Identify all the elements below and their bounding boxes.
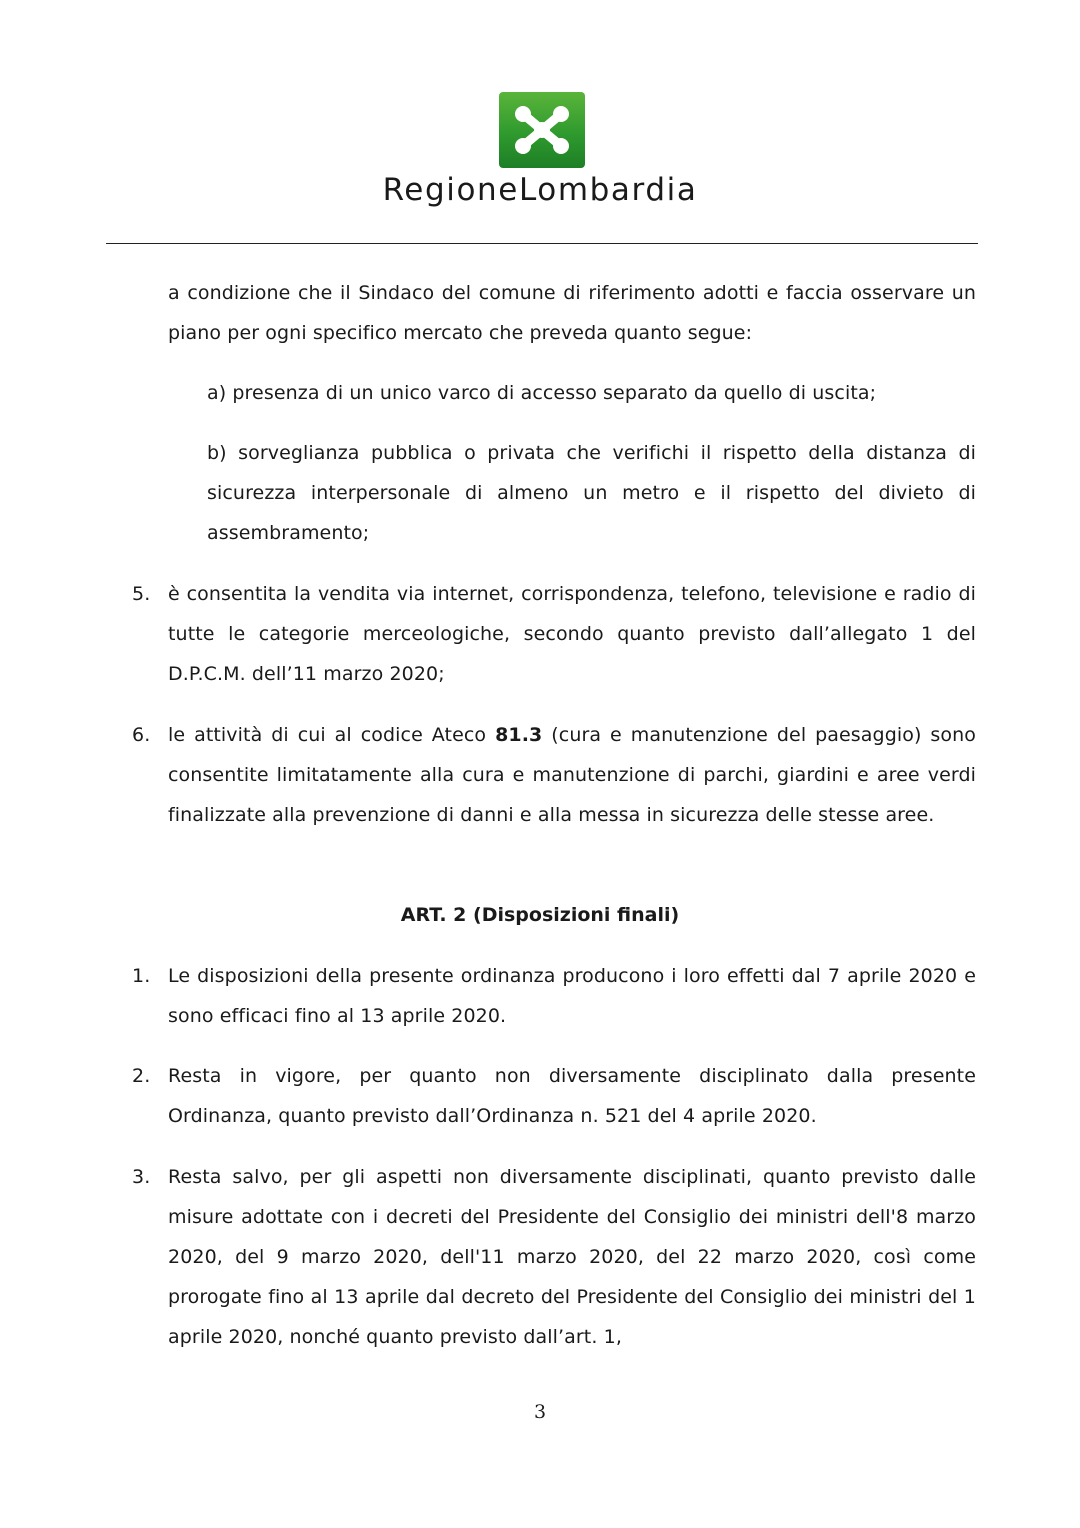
list-item-number: 2. xyxy=(132,1065,151,1087)
list-item-number: 3. xyxy=(132,1166,151,1188)
list-item-number: 5. xyxy=(132,583,151,605)
final-item-2 xyxy=(132,1056,976,1136)
final-item-1 xyxy=(132,956,976,1036)
list-item-5 xyxy=(132,574,976,694)
intro-paragraph: a condizione che il Sindaco del comune di riferimento adotti e faccia osservare un piano per ogni specifico mercato che preveda quanto segue: xyxy=(168,282,976,344)
list-item-number: 6. xyxy=(132,724,151,746)
article-heading: ART. 2 (Disposizioni finali) xyxy=(400,904,680,926)
final-item-3 xyxy=(132,1157,976,1357)
list-item-6 xyxy=(132,715,976,835)
list-item-text: Resta in vigore, per quanto non diversamente disciplinato dalla presente Ordinanza, quanto previsto dall’Ordinanza n. 521 del 4 aprile 2020. xyxy=(168,1065,976,1127)
list-item-text: Resta salvo, per gli aspetti non diversamente disciplinati, quanto previsto dalle misure adottate con i decreti del Presidente del Consiglio dei ministri dell'8 marzo 2020, del 9 marzo 2020, dell'11 marzo 2020, del 22 marzo 2020, così come prorogate fino al 13 aprile dal decreto del Presidente del Consiglio dei ministri del 1 aprile 2020, nonché quanto previsto dall’art. 1, xyxy=(168,1166,976,1348)
logo-wordmark: RegioneLombardia xyxy=(382,172,698,208)
list-item-text-before: le attività di cui al codice Ateco xyxy=(168,724,496,746)
regione-lombardia-logo-icon xyxy=(499,92,585,168)
subitem-a: a) presenza di un unico varco di accesso separato da quello di uscita; xyxy=(207,382,877,404)
header-divider xyxy=(106,243,978,244)
list-item-text: è consentita la vendita via internet, corrispondenza, telefono, televisione e radio di tutte le categorie merceologiche, secondo quanto previsto dall’allegato 1 del D.P.C.M. dell’11 marzo 2020; xyxy=(168,583,976,685)
subitem-b: b) sorveglianza pubblica o privata che verifichi il rispetto della distanza di sicurezza interpersonale di almeno un metro e il rispetto del divieto di assembramento; xyxy=(207,442,976,544)
list-item-text: Le disposizioni della presente ordinanza producono i loro effetti dal 7 aprile 2020 e sono efficaci fino al 13 aprile 2020. xyxy=(168,965,976,1027)
ateco-code: 81.3 xyxy=(495,724,543,746)
page-number: 3 xyxy=(533,1401,547,1423)
list-item-number: 1. xyxy=(132,965,151,987)
list-item-text-after: (cura e manutenzione del paesaggio) sono consentite limitatamente alla cura e manutenzione di parchi, giardini e aree verdi finalizzate alla prevenzione di danni e alla messa in sicurezza delle stesse aree. xyxy=(168,724,976,826)
